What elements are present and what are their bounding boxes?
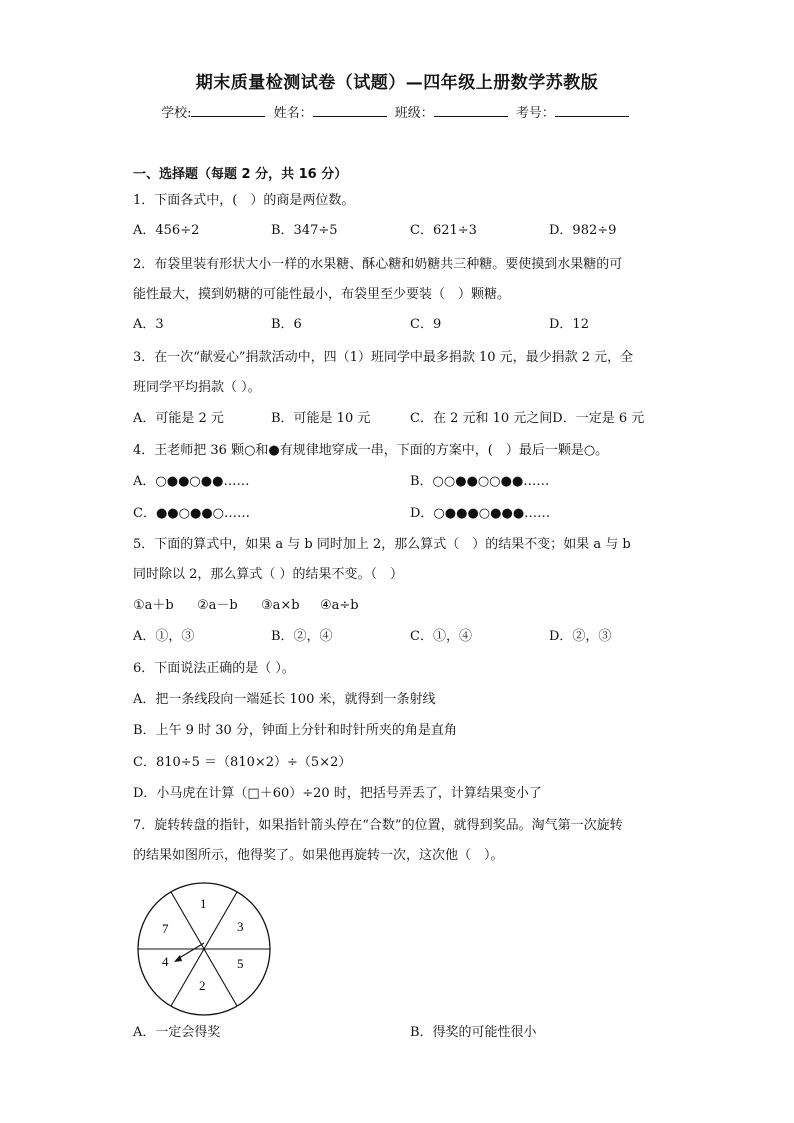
q1-option-a: A．456÷2 xyxy=(133,223,200,238)
q2-option-d: D．12 xyxy=(549,317,589,332)
q3-option-b: B．可能是 10 元 xyxy=(271,411,371,426)
q3-stem-line2: 班同学平均捐款（ ）。 xyxy=(133,380,261,395)
class-blank xyxy=(434,104,508,117)
spinner-wheel xyxy=(136,881,272,1017)
wheel-divider-1 xyxy=(204,892,237,949)
q3-stem-line1: 3．在一次“献爱心”捐款活动中，四（1）班同学中最多捐款 10 元，最少捐款 2 元，全 xyxy=(133,350,634,365)
wheel-number-7: 7 xyxy=(162,921,169,936)
q1-option-d: D．982÷9 xyxy=(549,223,617,238)
q6-option-d: D．小马虎在计算（□＋60）÷20 时，把括号弄丢了，计算结果变小了 xyxy=(133,786,542,801)
q5-stem-line2: 同时除以 2，那么算式（ ）的结果不变。（ ） xyxy=(133,567,404,582)
q4-option-b: B．○○●●○○●●…… xyxy=(410,474,550,489)
q2-option-b: B．6 xyxy=(271,317,302,332)
q3-option-a: A．可能是 2 元 xyxy=(133,411,224,426)
q2-option-c: C．9 xyxy=(410,317,442,332)
q1-option-c: C．621÷3 xyxy=(410,223,477,238)
q5-stem-line1: 5．下面的算式中，如果 a 与 b 同时加上 2，那么算式（ ）的结果不变；如果 a 与 b xyxy=(133,537,631,552)
name-label: 姓名： xyxy=(273,106,313,121)
q7-option-a: A．一定会得奖 xyxy=(133,1025,221,1040)
student-info-line xyxy=(0,102,794,121)
q5-expr-2: ②a－b xyxy=(197,598,238,613)
q4-option-a: A．○●●○●●…… xyxy=(133,474,250,489)
q1-option-b: B．347÷5 xyxy=(271,223,338,238)
q5-option-b: B．②，④ xyxy=(271,629,333,644)
wheel-number-4: 4 xyxy=(162,954,169,969)
exam-no-label: 考号： xyxy=(515,106,555,121)
wheel-number-2: 2 xyxy=(199,978,206,993)
q5-option-c: C．①，④ xyxy=(410,629,472,644)
q3-option-cd: C．在 2 元和 10 元之间D．一定是 6 元 xyxy=(410,411,645,426)
wheel-pointer-arrowhead xyxy=(174,955,182,962)
school-label: 学校: xyxy=(161,106,192,121)
name-blank xyxy=(313,104,387,117)
q5-option-d: D．②，③ xyxy=(549,629,612,644)
q7-stem-line1: 7．旋转转盘的指针，如果指针箭头停在“合数”的位置，就得到奖品。淘气第一次旋转 xyxy=(133,818,623,833)
q4-option-c: C．●●○●●○…… xyxy=(133,506,251,521)
q4-option-d: D．○●●●○●●●…… xyxy=(410,506,551,521)
section-heading: 一、选择题（每题 2 分，共 16 分） xyxy=(133,167,348,182)
exam-no-blank xyxy=(555,104,629,117)
wheel-number-5: 5 xyxy=(237,956,244,971)
q1-stem: 1．下面各式中，( ）的商是两位数。 xyxy=(133,193,355,208)
q7-option-b: B．得奖的可能性很小 xyxy=(410,1025,537,1040)
school-blank xyxy=(191,104,265,117)
q4-stem: 4．王老师把 36 颗○和●有规律地穿成一串，下面的方案中，( ）最后一颗是○。 xyxy=(133,443,609,458)
class-label: 班级： xyxy=(394,106,434,121)
q5-expr-1: ①a＋b xyxy=(133,598,174,613)
q2-stem-line2: 能性最大，摸到奶糖的可能性最小，布袋里至少要装（ ）颗糖。 xyxy=(133,287,511,302)
q6-stem: 6．下面说法正确的是（ ）。 xyxy=(133,661,295,676)
q5-option-a: A．①，③ xyxy=(133,629,195,644)
q7-stem-line2: 的结果如图所示，他得奖了。如果他再旋转一次，这次他（ ）。 xyxy=(133,848,504,863)
wheel-number-3: 3 xyxy=(237,919,244,934)
q6-option-c: C．810÷5 ＝（810×2）÷（5×2） xyxy=(133,755,352,770)
q5-expr-4: ④a÷b xyxy=(320,598,359,613)
q6-option-a: A．把一条线段向一端延长 100 米，就得到一条射线 xyxy=(133,692,436,707)
q2-stem-line1: 2．布袋里装有形状大小一样的水果糖、酥心糖和奶糖共三种糖。要使摸到水果糖的可 xyxy=(133,257,623,272)
q5-expr-3: ③a×b xyxy=(261,598,300,613)
page-title: 期末质量检测试卷（试题）—四年级上册数学苏教版 xyxy=(195,73,599,93)
wheel-number-1: 1 xyxy=(200,896,207,911)
q6-option-b: B．上午 9 时 30 分，钟面上分针和时针所夹的角是直角 xyxy=(133,723,457,738)
wheel-divider-3 xyxy=(204,949,237,1006)
q2-option-a: A．3 xyxy=(133,317,164,332)
